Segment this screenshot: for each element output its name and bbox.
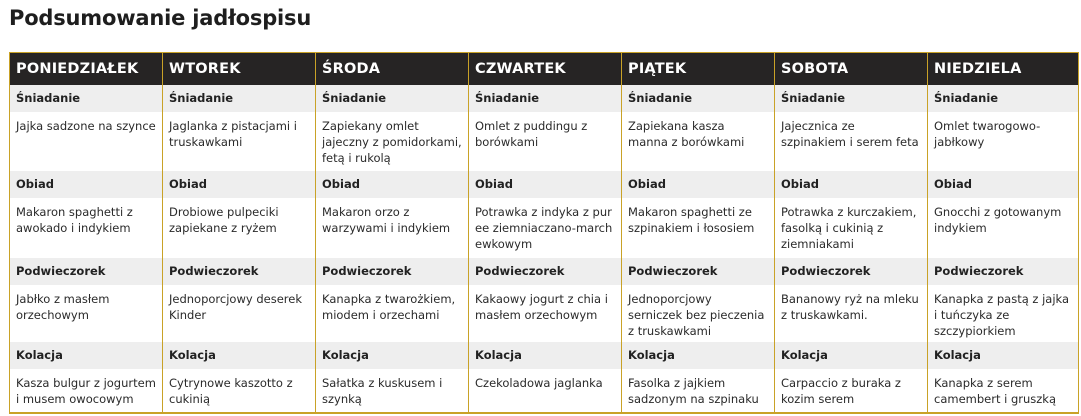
meal-label: Podwieczorek xyxy=(469,258,622,285)
meal-cell: Omlet z puddingu z borówkami xyxy=(469,112,622,171)
meal-cell: Potrawka z indyka z puree ziemniaczano-marchewkowym xyxy=(469,198,622,258)
meal-label: Śniadanie xyxy=(775,85,928,112)
meal-label: Obiad xyxy=(163,171,316,198)
meal-label: Obiad xyxy=(316,171,469,198)
meal-cell: Drobiowe pulpeciki zapiekane z ryżem xyxy=(163,198,316,258)
day-header-wednesday: ŚRODA xyxy=(316,53,469,85)
meal-cell: Jabłko z masłem orzechowym xyxy=(10,285,163,342)
meal-label: Podwieczorek xyxy=(316,258,469,285)
meal-cell: Gnocchi z gotowanym indykiem xyxy=(928,198,1079,258)
day-header-thursday: CZWARTEK xyxy=(469,53,622,85)
meal-cell: Carpaccio z buraka z kozim serem xyxy=(775,369,928,414)
meal-label: Kolacja xyxy=(928,342,1079,369)
meal-cell: Czekoladowa jaglanka xyxy=(469,369,622,414)
meal-row-lunch xyxy=(10,198,1079,258)
meal-label: Śniadanie xyxy=(928,85,1079,112)
meal-label: Podwieczorek xyxy=(775,258,928,285)
meal-label: Kolacja xyxy=(775,342,928,369)
meal-row-dinner xyxy=(10,369,1079,414)
meal-label: Obiad xyxy=(622,171,775,198)
meal-row-breakfast xyxy=(10,112,1079,171)
meal-cell: Kanapka z serem camembert i gruszką xyxy=(928,369,1079,414)
meal-cell: Jednoporcjowy deserek Kinder xyxy=(163,285,316,342)
meal-plan-table xyxy=(9,52,1079,414)
meal-label: Kolacja xyxy=(316,342,469,369)
meal-cell: Kakaowy jogurt z chia i masłem orzechowym xyxy=(469,285,622,342)
meal-label: Obiad xyxy=(775,171,928,198)
meal-cell: Potrawka z kurczakiem, fasolką i cukinią z ziemniakami xyxy=(775,198,928,258)
meal-label: Podwieczorek xyxy=(622,258,775,285)
meal-cell: Jajecznica ze szpinakiem i serem feta xyxy=(775,112,928,171)
meal-label: Kolacja xyxy=(163,342,316,369)
meal-cell: Jednoporcjowy serniczek bez pieczenia z truskawkami xyxy=(622,285,775,342)
meal-cell: Bananowy ryż na mleku z truskawkami. xyxy=(775,285,928,342)
meal-label: Podwieczorek xyxy=(10,258,163,285)
meal-cell: Kanapka z twarożkiem, miodem i orzechami xyxy=(316,285,469,342)
meal-cell: Makaron orzo z warzywami i indykiem xyxy=(316,198,469,258)
meal-cell: Makaron spaghetti z awokado i indykiem xyxy=(10,198,163,258)
meal-label: Kolacja xyxy=(622,342,775,369)
meal-label-row-lunch xyxy=(10,171,1079,198)
meal-label: Śniadanie xyxy=(469,85,622,112)
meal-cell: Jajka sadzone na szynce xyxy=(10,112,163,171)
day-header-saturday: SOBOTA xyxy=(775,53,928,85)
meal-row-snack xyxy=(10,285,1079,342)
meal-cell: Kasza bulgur z jogurtem i musem owocowym xyxy=(10,369,163,414)
meal-cell: Zapiekany omlet jajeczny z pomidorkami, fetą i rukolą xyxy=(316,112,469,171)
day-header-tuesday: WTOREK xyxy=(163,53,316,85)
meal-cell: Makaron spaghetti ze szpinakiem i łososiem xyxy=(622,198,775,258)
meal-label: Śniadanie xyxy=(316,85,469,112)
meal-label: Podwieczorek xyxy=(163,258,316,285)
day-header-sunday: NIEDZIELA xyxy=(928,53,1079,85)
meal-label-row-breakfast xyxy=(10,85,1079,112)
meal-label: Kolacja xyxy=(10,342,163,369)
meal-label: Śniadanie xyxy=(163,85,316,112)
meal-label-row-snack xyxy=(10,258,1079,285)
meal-label: Śniadanie xyxy=(10,85,163,112)
meal-label: Obiad xyxy=(10,171,163,198)
meal-label: Obiad xyxy=(928,171,1079,198)
meal-cell: Sałatka z kuskusem i szynką xyxy=(316,369,469,414)
table-bottom-rule xyxy=(9,412,1078,414)
meal-label: Kolacja xyxy=(469,342,622,369)
meal-cell: Jaglanka z pistacjami i truskawkami xyxy=(163,112,316,171)
day-header-monday: PONIEDZIAŁEK xyxy=(10,53,163,85)
meal-cell: Omlet twarogowo-jabłkowy xyxy=(928,112,1079,171)
meal-label: Obiad xyxy=(469,171,622,198)
meal-cell: Zapiekana kasza manna z borówkami xyxy=(622,112,775,171)
meal-cell: Cytrynowe kaszotto z cukinią xyxy=(163,369,316,414)
day-header-friday: PIĄTEK xyxy=(622,53,775,85)
meal-label: Podwieczorek xyxy=(928,258,1079,285)
day-header-row xyxy=(10,53,1079,85)
page-title: Podsumowanie jadłospisu xyxy=(9,6,312,30)
meal-cell: Fasolka z jajkiem sadzonym na szpinaku xyxy=(622,369,775,414)
meal-cell: Kanapka z pastą z jajka i tuńczyka ze szczypiorkiem xyxy=(928,285,1079,342)
meal-label: Śniadanie xyxy=(622,85,775,112)
meal-label-row-dinner xyxy=(10,342,1079,369)
